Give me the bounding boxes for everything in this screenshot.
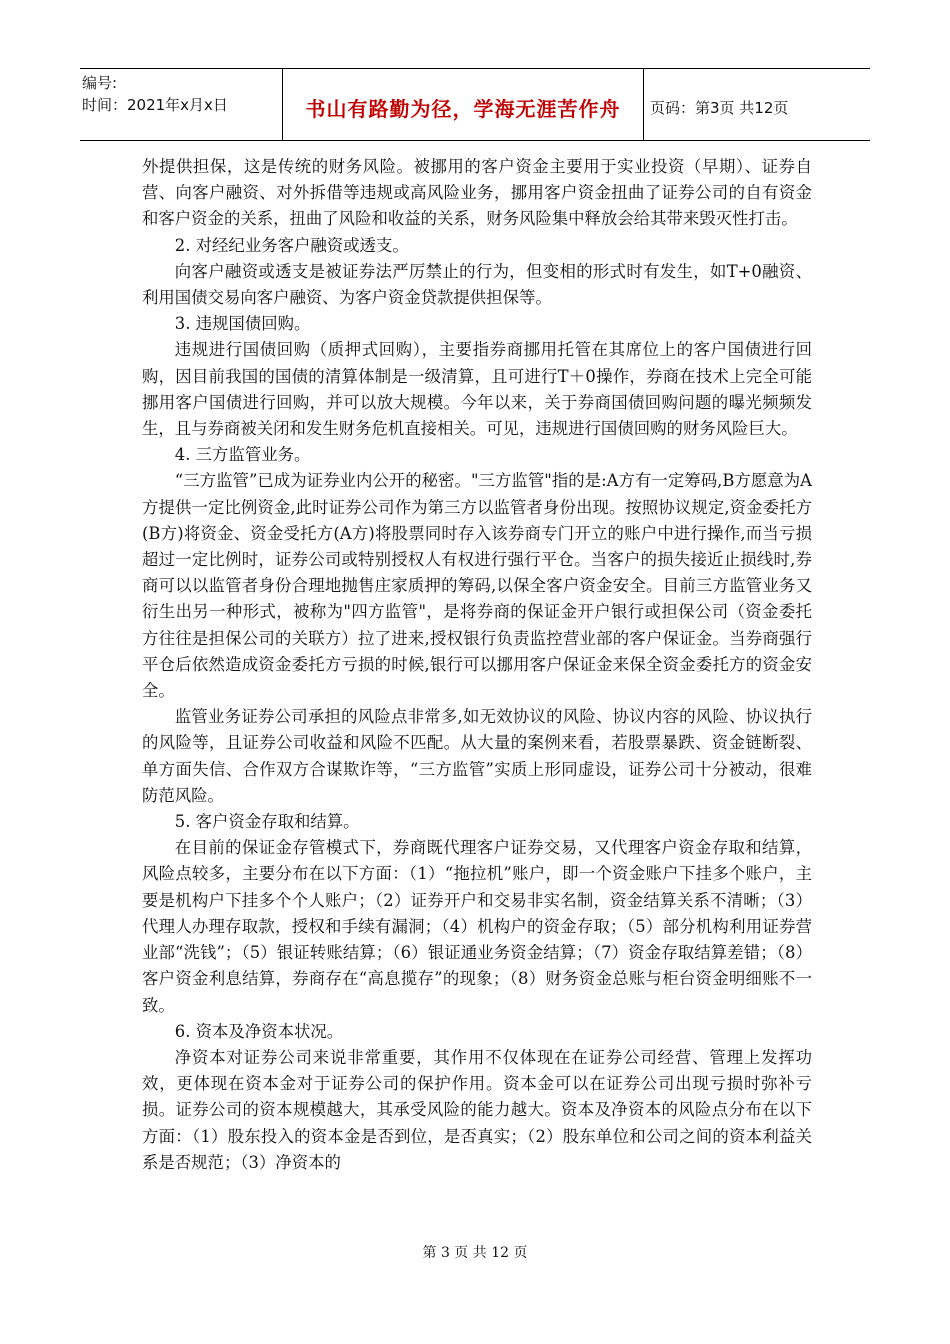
section-heading: 6. 资本及净资本状况。	[174, 1021, 344, 1041]
paragraph: 外提供担保，这是传统的财务风险。被挪用的客户资金主要用于实业投资（早期）、证券自营、向客户融资、对外拆借等违规或高风险业务，挪用客户资金扭曲了证券公司的自有资金和客户资金的关系，扭曲了风险和收益的关系，财务风险集中释放会给其带来毁灭性打击。	[142, 157, 812, 229]
section-heading: 3. 违规国债回购。	[174, 314, 311, 334]
document-body	[142, 154, 812, 1176]
section-heading: 2. 对经纪业务客户融资或透支。	[174, 235, 409, 255]
document-number-label: 编号:	[82, 74, 118, 92]
header-info	[80, 69, 282, 140]
paragraph: 净资本对证券公司来说非常重要，其作用不仅体现在在证券公司经营、管理上发挥功效，更体现在资本金对于证券公司的保护作用。资本金可以在证券公司出现亏损时弥补亏损。证券公司的资本规模越大，其承受风险的能力越大。资本及净资本的风险点分布在以下方面：（1）股东投入的资本金是否到位，是否真实；（2）股东单位和公司之间的资本利益关系是否规范；（3）净资本的	[142, 1047, 812, 1172]
section-heading: 5. 客户资金存取和结算。	[174, 812, 360, 832]
paragraph: 违规进行国债回购（质押式回购），主要指券商挪用托管在其席位上的客户国债进行回购，因目前我国的国债的清算体制是一级清算，且可进行T＋0操作，券商在技术上完全可能挪用客户国债进行回购，并可以放大规模。今年以来，关于券商国债回购问题的曝光频频发生，且与券商被关闭和发生财务危机直接相关。可见，违规进行国债回购的财务风险巨大。	[142, 340, 812, 439]
paragraph: 监管业务证券公司承担的风险点非常多,如无效协议的风险、协议内容的风险、协议执行的风险等，且证券公司收益和风险不匹配。从大量的案例来看，若股票暴跌、资金链断裂、单方面失信、合作双方合谋欺诈等，“三方监管”实质上形同虚设，证券公司十分被动，很难防范风险。	[142, 707, 812, 805]
document-date-label: 时间：2021年x月x日	[82, 96, 228, 114]
section-heading: 4. 三方监管业务。	[174, 445, 311, 465]
page-header	[80, 68, 870, 141]
paragraph: 向客户融资或透支是被证券法严厉禁止的行为，但变相的形式时有发生，如T+0融资、利用国债交易向客户融资、为客户资金贷款提供担保等。	[142, 261, 812, 308]
header-page-number: 页码：第3页 共12页	[650, 99, 789, 117]
paragraph: 在目前的保证金存管模式下，券商既代理客户证券交易，又代理客户资金存取和结算，风险点较多，主要分布在以下方面：（1）“拖拉机”账户，即一个资金账户下挂多个账户，主要是机构户下挂多个个人账户；（2）证券开户和交易非实名制，资金结算关系不清晰；（3）代理人办理存取款，授权和手续有漏洞；（4）机构户的资金存取；（5）部分机构利用证券营业部“洗钱”；（5）银证转账结算；（6）银证通业务资金结算；（7）资金存取结算差错；（8）客户资金利息结算，券商存在“高息揽存”的现象；（8）财务资金总账与柜台资金明细账不一致。	[142, 838, 812, 1015]
header-motto: 书山有路勤为径，学海无涯苦作舟	[282, 69, 644, 140]
page-footer: 第 3 页 共 12 页	[422, 1245, 528, 1261]
paragraph: “三方监管”已成为证券业内公开的秘密。"三方监管"指的是:A方有一定筹码,B方愿意为A方提供一定比例资金,此时证券公司作为第三方以监管者身份出现。按照协议规定,资金委托方(B方)将资金、资金受托方(A方)将股票同时存入该券商专门开立的账户中进行操作,而当亏损超过一定比例时，证券公司或特别授权人有权进行强行平仓。当客户的损失接近止损线时,券商可以以监管者身份合理地抛售庄家质押的筹码,以保全客户资金安全。目前三方监管业务又衍生出另一种形式，被称为"四方监管"，是将券商的保证金开户银行或担保公司（资金委托方往往是担保公司的关联方）拉了进来,授权银行负责监控营业部的客户保证金。当券商强行平仓后依然造成资金委托方亏损的时候,银行可以挪用客户保证金来保全资金委托方的资金安全。	[142, 471, 812, 701]
